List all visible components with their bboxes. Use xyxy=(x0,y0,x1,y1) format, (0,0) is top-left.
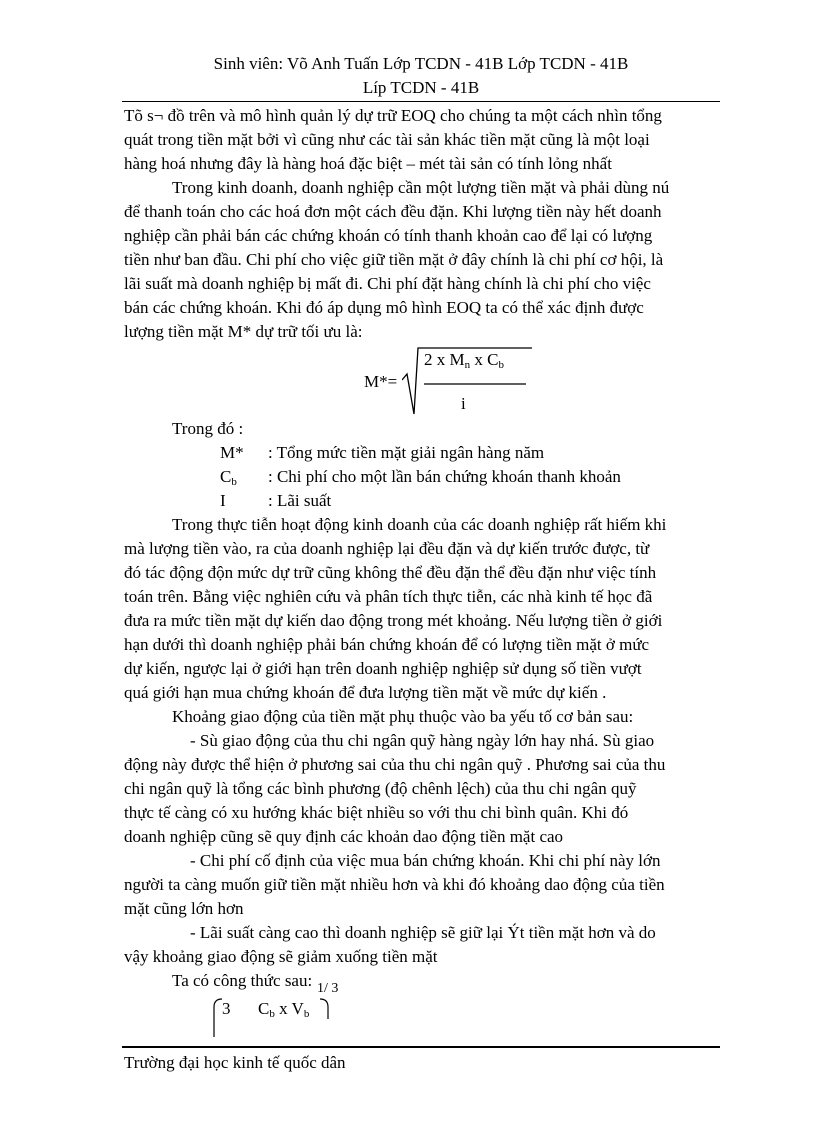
factor-item-fixed-cost xyxy=(124,849,720,921)
text-line: để thanh toán cho các hoá đơn một cách đều đặn. Khi lượng tiền này hết doanh xyxy=(124,202,662,221)
term-c: C xyxy=(258,999,270,1018)
def-symbol: M* xyxy=(220,443,244,462)
formula-coefficient: 3 xyxy=(222,999,231,1018)
page-header xyxy=(122,52,720,100)
text-line: quá giới hạn mua chứng khoán để đưa lượng tiền mặt về mức dự kiến . xyxy=(124,683,607,702)
text-line: mà lượng tiền vào, ra của doanh nghiệp lại đều đặn và dự kiến trước được, từ xyxy=(124,539,650,558)
formula-denominator: i xyxy=(461,394,466,413)
text-line: quát trong tiền mặt bởi vì cũng như các tài sản khác tiền mặt cũng là một loại xyxy=(124,130,650,149)
formula-lhs: M*= xyxy=(364,372,398,391)
def-symbol-sub: b xyxy=(231,476,237,488)
document-body xyxy=(124,104,720,344)
factor-item-variance xyxy=(124,729,720,849)
definitions-block xyxy=(172,417,621,513)
header-divider xyxy=(122,101,720,102)
num-sub-b: b xyxy=(498,359,504,371)
header-line-2: Líp TCDN - 41B xyxy=(362,78,480,97)
paragraph-eoq-intro xyxy=(124,104,720,176)
text-line: lãi suất mà doanh nghiệp bị mất đi. Chi phí đặt hàng chính là chi phí cho việc xyxy=(124,274,651,293)
def-symbol-main: C xyxy=(220,467,232,486)
text-line: Trong kinh doanh, doanh nghiệp cần một lượng tiền mặt và phải dùng nú xyxy=(172,178,670,197)
text-line: doanh nghiệp cũng sẽ quy định các khoản dao động tiền mặt cao xyxy=(124,827,564,846)
footer-divider xyxy=(122,1046,720,1048)
def-text: : Chi phí cho một lần bán chứng khoán thanh khoản xyxy=(268,467,621,486)
document-body-continued xyxy=(124,513,720,993)
page-footer: Trường đại học kinh tế quốc dân xyxy=(124,1053,346,1072)
paragraph-reality xyxy=(124,513,720,705)
num-part-a: 2 x M xyxy=(424,350,465,369)
formula-numerator xyxy=(424,350,504,370)
text-line: Khoảng giao động của tiền mặt phụ thuộc vào ba yếu tố cơ bản sau: xyxy=(172,707,634,726)
term-c-sub: b xyxy=(269,1008,275,1020)
paragraph-cash-need xyxy=(124,176,720,344)
text-line: hàng hoá nhưng đây là hàng hoá đặc biệt – mét tài sản có tính lỏng nhất xyxy=(124,154,612,173)
formula-exponent: 1/ 3 xyxy=(317,981,339,996)
text-line: vậy khoảng giao động sẽ giảm xuống tiền mặt xyxy=(124,947,438,966)
definition-row xyxy=(172,465,621,489)
def-symbol xyxy=(220,465,268,489)
text-line: thực tế càng có xu hướng khác biệt nhiều so với thu chi bình quân. Khi đó xyxy=(124,803,629,822)
term-xv: x V xyxy=(274,999,304,1018)
text-line: - Lãi suất càng cao thì doanh nghiệp sẽ giữ lại Ýt tiền mặt hơn và do xyxy=(190,923,656,942)
text-line: bán các chứng khoán. Khi đó áp dụng mô hình EOQ ta có thể xác định được xyxy=(124,298,644,317)
text-line: tiền như ban đầu. Chi phí cho việc giữ tiền mặt ở đây chính là chi phí cơ hội, là xyxy=(124,250,664,269)
definition-row xyxy=(172,489,621,513)
text-line: dự kiến, ngược lại ở giới hạn trên doanh nghiệp nghiệp sử dụng số tiền vượt xyxy=(124,659,642,678)
paragraph-factors-intro xyxy=(124,705,720,729)
text-line: đưa ra mức tiền mặt dự kiến dao động trong mét khoảng. Nếu lượng tiền ở giới xyxy=(124,611,663,630)
text-line: đó tác động độn mức dự trữ cũng không thể đều đặn thể đều đặn như việc tính xyxy=(124,563,657,582)
text-line: người ta càng muốn giữ tiền mặt nhiều hơn và khi đó khoảng dao động của tiền xyxy=(124,875,665,894)
term-v-sub: b xyxy=(303,1008,310,1020)
def-text: : Lãi suất xyxy=(268,491,332,510)
num-sub-n: n xyxy=(464,359,471,371)
num-part-b: x C xyxy=(470,350,499,369)
text-line: Trong thực tiễn hoạt động kinh doanh của các doanh nghiệp rất hiếm khi xyxy=(172,515,667,534)
def-symbol: I xyxy=(220,491,226,510)
text-line: Tõ s¬ đồ trên và mô hình quản lý dự trữ EOQ cho chúng ta một cách nhìn tổng xyxy=(124,106,662,125)
factor-item-interest xyxy=(124,921,720,969)
def-text: : Tổng mức tiền mặt giải ngân hàng năm xyxy=(268,443,545,462)
header-line-1: Sinh viên: Võ Anh Tuấn Lớp TCDN - 41B Lớp TCDN - 41B xyxy=(213,54,629,73)
miller-orr-formula xyxy=(208,975,348,1045)
eoq-formula xyxy=(364,342,534,422)
text-line: mặt cũng lớn hơn xyxy=(124,899,244,918)
definition-row xyxy=(172,441,621,465)
text-line: - Sù giao động của thu chi ngân quỹ hàng ngày lớn hay nhá. Sù giao xyxy=(190,731,655,750)
text-line: hạn dưới thì doanh nghiệp phải bán chứng khoán để có lượng tiền mặt ở mức xyxy=(124,635,650,654)
text-line: lượng tiền mặt M* dự trữ tối ưu là: xyxy=(124,322,363,341)
formula-terms xyxy=(258,999,309,1019)
text-line: Ta có công thức sau: xyxy=(172,971,313,990)
text-line: chi ngân quỹ là tổng các bình phương (độ chênh lệch) của thu chi ngân quỹ xyxy=(124,779,637,798)
text-line: - Chi phí cố định của việc mua bán chứng khoán. Khi chi phí này lớn xyxy=(190,851,661,870)
text-line: nghiệp cần phải bán các chứng khoán có tính thanh khoản cao để lại có lượng xyxy=(124,226,653,245)
definitions-intro: Trong đó : xyxy=(172,419,244,438)
text-line: động này được thể hiện ở phương sai của thu chi ngân quỹ . Phương sai của thu xyxy=(124,755,666,774)
text-line: toán trên. Bằng việc nghiên cứu và phân tích thực tiễn, các nhà kinh tế học đã xyxy=(124,587,653,606)
